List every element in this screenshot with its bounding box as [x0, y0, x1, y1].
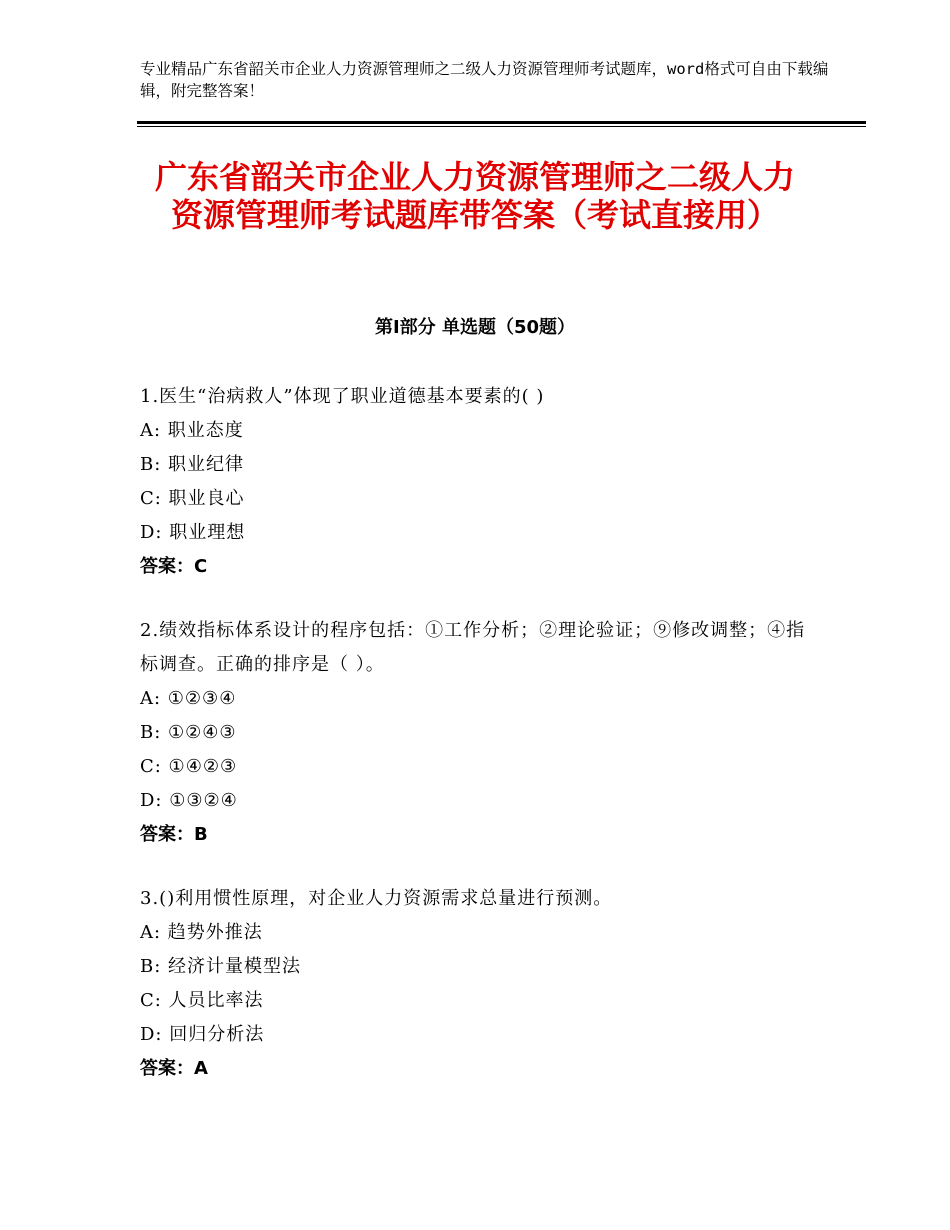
option-a: A: 职业态度 — [140, 420, 244, 441]
option-b: B: ①②④③ — [140, 722, 237, 743]
answer: 答案：A — [140, 1058, 208, 1079]
question-stem: 2.绩效指标体系设计的程序包括：①工作分析；②理论验证；⑨修改调整；④指标调查。正确的排序是（ ）。 — [140, 620, 806, 675]
question-stem: 1.医生“治病救人”体现了职业道德基本要素的( ) — [140, 386, 545, 407]
header-rule-thin — [137, 126, 866, 127]
option-c: C: 人员比率法 — [140, 990, 264, 1011]
option-a: A: 趋势外推法 — [140, 922, 263, 943]
option-a: A: ①②③④ — [140, 688, 237, 709]
header-rule-thick — [137, 121, 866, 124]
option-c: C: ①④②③ — [140, 756, 238, 777]
option-d: D: ①③②④ — [140, 790, 238, 811]
header-note: 专业精品广东省韶关市企业人力资源管理师之二级人力资源管理师考试题库，word格式可自由下载编辑，附完整答案！ — [140, 60, 829, 100]
option-b: B: 职业纪律 — [140, 454, 245, 475]
question-3 — [140, 882, 820, 1086]
question-stem: 3.()利用惯性原理，对企业人力资源需求总量进行预测。 — [140, 888, 613, 909]
document-title: 广东省韶关市企业人力资源管理师之二级人力资源管理师考试题库带答案（考试直接用） — [154, 158, 795, 234]
option-b: B: 经济计量模型法 — [140, 956, 302, 977]
option-d: D: 回归分析法 — [140, 1024, 265, 1045]
question-list — [140, 380, 820, 1116]
question-1 — [140, 380, 820, 584]
answer: 答案：B — [140, 824, 208, 845]
section-heading: 第Ⅰ部分 单选题（50题） — [374, 317, 575, 338]
option-c: C: 职业良心 — [140, 488, 245, 509]
question-2 — [140, 614, 820, 852]
answer: 答案：C — [140, 556, 208, 577]
option-d: D: 职业理想 — [140, 522, 246, 543]
